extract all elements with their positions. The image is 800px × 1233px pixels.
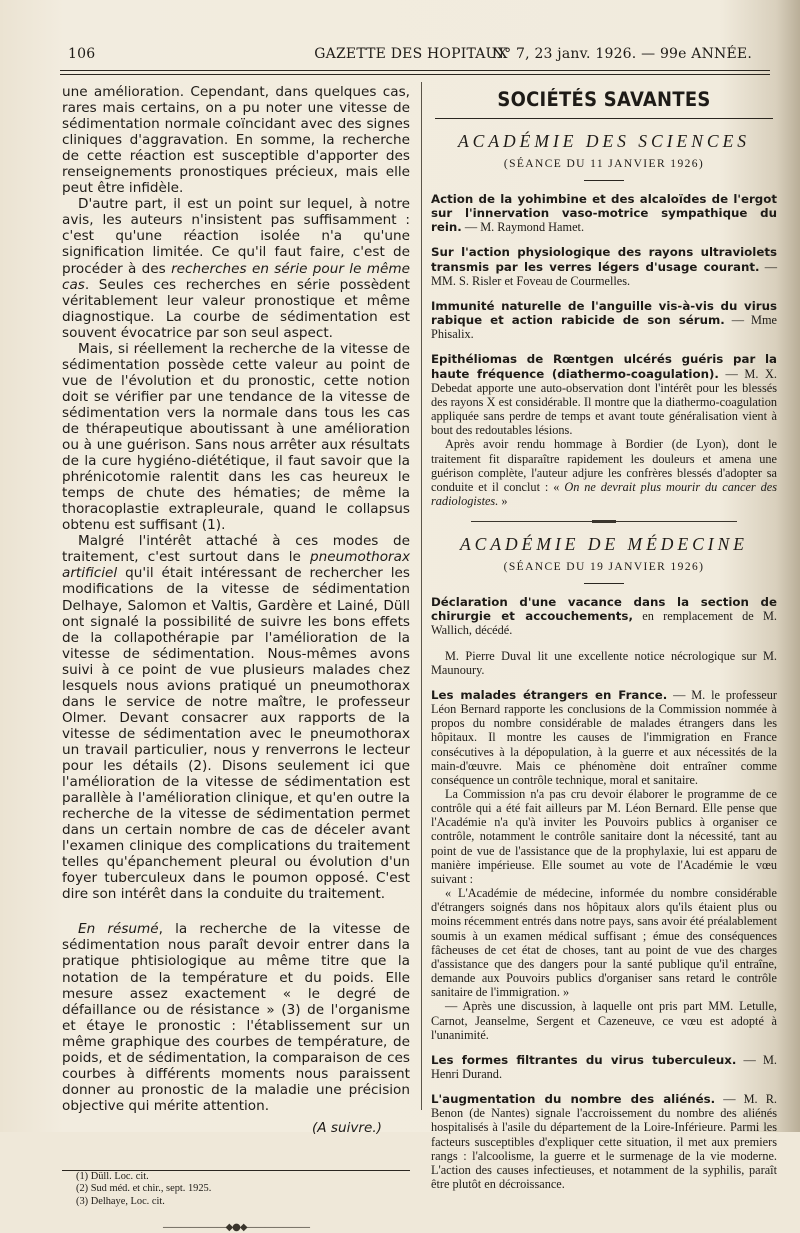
journal-title: GAZETTE DES HOPITAUX	[314, 46, 508, 62]
paragraph: La Commission n'a pas cru devoir élaborer le programme de ce contrôle qui a été fait ailleurs par M. Léon Bernard. Elle pense que l'Académie n'a qu'à inviter les Pouvoirs publics à organiser ce contrôle, notamment le contrôle sanitaire dont la nécessité, tant au point de vue de l'assistance que de la prophylaxie, lui est apparu de manière impérieuse. Elle soumet au vote de l'Académie le vœu suivant :	[431, 787, 777, 886]
footnote: (2) Sud méd. et chir., sept. 1925.	[76, 1183, 212, 1195]
to-be-continued: (A suivre.)	[311, 1119, 382, 1136]
communication: Les formes filtrantes du virus tuberculeux. — M. Henri Durand.	[431, 1052, 777, 1081]
academy-medecine-title: ACADÉMIE DE MÉDECINE	[459, 534, 748, 555]
academy-sciences-title: ACADÉMIE DES SCIENCES	[457, 131, 751, 151]
session-date: (SÉANCE DU 11 JANVIER 1926)	[503, 158, 705, 170]
paragraph: D'autre part, il est un point sur lequel, à notre avis, les auteurs n'insistent pas suffisamment : c'est qu'une réaction isolée n'a qu'une signification limitée. Ce qu'il faut faire, c'est de procéder à des recherches en série pour le même cas. Seules ces recherches en série possèdent véritablement leur valeur pronostique et même diagnostique. La courbe de sédimentation est souvent évocatrice par son seul aspect.	[62, 196, 410, 341]
right-column	[431, 84, 777, 1191]
paragraph: Malgré l'intérêt attaché à ces modes de traitement, c'est surtout dans le pneumothorax artificiel qu'il était intéressant de rechercher les modifications de la vitesse de sédimentation Delhaye, Salomon et Valtis, Gardère et Lainé, Düll ont signalé la possibilité de suivre les bons effets de la collapothérapie par l'amélioration de la vitesse de sédimentation. Nous-mêmes avons suivi à ce point de vue plusieurs malades chez lesquels nous avions pratiqué un pneumothorax dans le service de notre maître, le professeur Olmer. Devant consacrer aux rapports de la vitesse de sédimentation avec le pneumothorax un travail particulier, nous y renverrons le lecteur pour les détails (2). Disons seulement ici que l'amélioration de la vitesse de sédimentation est parallèle à l'amélioration clinique, et qu'en outre la recherche de la vitesse de sédimentation permet dans un certain nombre de cas de déceler avant l'examen clinique des complications du traitement telles qu'épanchement pleural ou évolution d'un foyer tuberculeux dans le poumon opposé. C'est dire son intérêt dans la conduite du traitement.	[62, 533, 410, 903]
paragraph: — Après une discussion, à laquelle ont pris part MM. Letulle, Carnot, Jeanselme, Sergent et Cazeneuve, ce vœu est adopté à l'unanimité.	[431, 999, 777, 1042]
footnote: (3) Delhaye, Loc. cit.	[76, 1195, 165, 1207]
short-rule	[584, 583, 624, 584]
fleuron-ornament: ———————◆●◆———————	[162, 1222, 310, 1233]
section-separator	[471, 521, 737, 522]
communication: L'augmentation du nombre des aliénés. — M. R. Benon (de Nantes) signale l'accroissement du nombre des aliénés hospitalisés à l'asile du département de la Loire-Inférieure. Parmi les facteurs susceptibles d'expliquer cette situation, il met aux premiers rangs : l'alcoolisme, la guerre et le surmenage de la vie moderne. L'action des causes infectieuses, et notamment de la syphilis, paraît être plutôt en décroissance.	[431, 1092, 777, 1192]
paragraph: Après avoir rendu hommage à Bordier (de Lyon), dont le traitement fit disparaître rapidement les douleurs et amena une guérison complète, l'auteur adjure les confrères blessés d'adopter sa conduite et il conclut : « On ne devrait plus mourir du cancer des radiologistes. »	[431, 437, 777, 508]
header-rule	[60, 70, 770, 71]
paragraph-summary: En résumé, la recherche de la vitesse de sédimentation nous paraît devoir entrer dans la pratique phtisiologique au même titre que la notation de la température et du poids. Elle mesure assez exactement « le degré de défaillance ou de résistance » (3) de l'organisme et étaye le pronostic : l'établissement sur un même graphique des courbes de température, de poids, et de sédimentation, la comparaison de ces courbes à différents moments nous paraissent donner au pronostic de la maladie une précision objective qui mérite attention.	[62, 921, 410, 1114]
section-title: SOCIÉTÉS SAVANTES	[497, 88, 711, 111]
footnote: (1) Düll. Loc. cit.	[76, 1170, 149, 1182]
paragraph: M. Pierre Duval lit une excellente notice nécrologique sur M. Maunoury.	[431, 648, 777, 677]
communication: Action de la yohimbine et des alcaloïdes de l'ergot sur l'innervation vaso-motrice sympathique du rein. — M. Raymond Hamet.	[431, 192, 777, 235]
communication: Les malades étrangers en France. — M. le professeur Léon Bernard rapporte les conclusions de la Commission nommée à propos du nombre considérable de malades étrangers dans les hôpitaux. Il montre les causes de l'immigration en France consécutives à la dépopulation, à la guerre et aux nécessités de la main-d'œuvre. Mais ce phénomène doit entraîner comme conséquence un contrôle technique, moral et sanitaire.	[431, 687, 777, 787]
resolution-quote: « L'Académie de médecine, informée du nombre considérable d'étrangers soignés dans nos hôpitaux alors qu'ils étaient plus ou moins récemment entrés dans notre pays, sans avoir été préalablement soumis à un examen médical suffisant ; émue des conséquences fâcheuses de cet état de choses, tant au point de vue des charges d'assistance que des dangers pour la santé publique qu'il entraîne, demande aux Pouvoirs publics d'organiser sans retard le contrôle sanitaire de l'immigration. »	[431, 886, 777, 1000]
page-header	[60, 40, 762, 64]
header-rule-thin	[60, 74, 770, 75]
session-date: (SÉANCE DU 19 JANVIER 1926)	[503, 561, 705, 574]
communication: Déclaration d'une vacance dans la section de chirurgie et accouchements, en remplacement de M. Wallich, décédé.	[431, 595, 777, 638]
communication: Sur l'action physiologique des rayons ultraviolets transmis par les verres légers d'usage courant. — MM. S. Risler et Foveau de Courmelles.	[431, 245, 778, 288]
short-rule	[584, 180, 624, 181]
paragraph: Mais, si réellement la recherche de la vitesse de sédimentation possède cette valeur au point de vue de l'évolution et du pronostic, cette notion doit se vérifier par une tendance de la vitesse de sédimentation vers la normale dans tous les cas de thérapeutique aboutissant à une amélioration ou à une guérison. Sans nous arrêter aux résultats de la cure hygiéno-diététique, il faut savoir que la phrénicotomie ralentit dans les cas heureux le temps de chute des hématies; de même la thoracoplastie extrapleurale, quand le collapsus obtenu est suffisant (1).	[62, 340, 410, 534]
communication: Epithéliomas de Rœntgen ulcérés guéris par la haute fréquence (diathermo-coagulation). — M. X. Debedat apporte une auto-observation dont l'intérêt pour les blessés des rayons X est considérable. Il montre que la diathermo-coagulation appliquée sans perdre de temps et avant toute généralisation vient à bout des redoutables lésions.	[431, 352, 777, 438]
column-separator	[421, 82, 422, 1110]
left-column	[62, 84, 410, 1233]
communication: Immunité naturelle de l'anguille vis-à-vis du virus rabique et action rabicide de son sérum. — Mme Phisalix.	[431, 298, 777, 342]
section-rule	[435, 118, 773, 119]
issue-info: N° 7, 23 janv. 1926. — 99e ANNÉE.	[491, 46, 752, 62]
page-number: 106	[68, 46, 96, 62]
paragraph: une amélioration. Cependant, dans quelques cas, rares mais certains, on a pu noter une vitesse de sédimentation normale coïncidant avec des signes cliniques d'aggravation. En somme, la recherche de cette réaction est susceptible d'apporter des renseignements pronostiques précieux, mais elle peut être infidèle.	[62, 84, 410, 197]
